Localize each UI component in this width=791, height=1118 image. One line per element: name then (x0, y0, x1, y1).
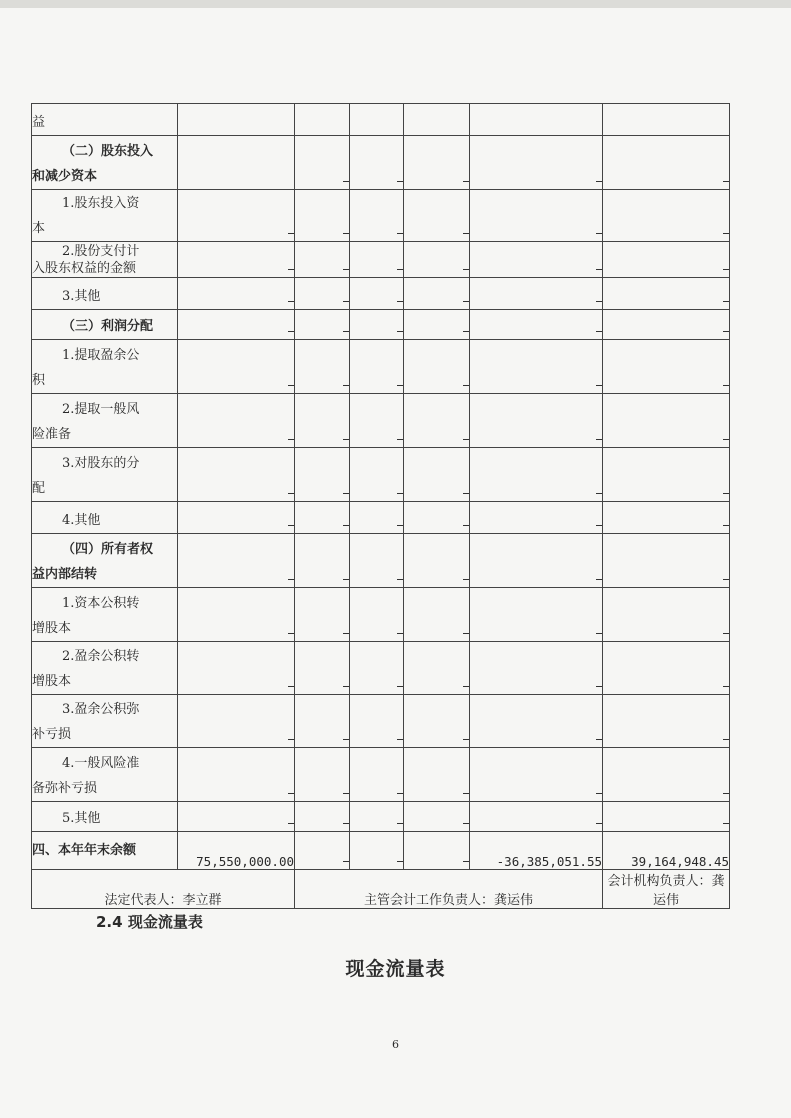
dash-mark (288, 385, 294, 386)
dash-mark (288, 269, 294, 270)
dash-mark (397, 633, 403, 634)
dash-mark (723, 331, 729, 332)
dash-mark (343, 233, 349, 234)
dash-mark (397, 301, 403, 302)
table-row (32, 534, 730, 588)
table-row (32, 695, 730, 748)
dash-mark (397, 793, 403, 794)
table-row (32, 190, 730, 242)
table-row (32, 394, 730, 448)
dash-mark (596, 525, 602, 526)
dash-mark (723, 269, 729, 270)
table-row (32, 310, 730, 340)
dash-mark (288, 686, 294, 687)
dash-mark (397, 331, 403, 332)
dash-mark (463, 233, 469, 234)
dash-mark (397, 439, 403, 440)
page-title: 现金流量表 (345, 958, 446, 980)
row-label: 1.股东投入资 本 (32, 190, 178, 242)
dash-mark (723, 793, 729, 794)
dash-mark (288, 525, 294, 526)
row-label: 4.其他 (32, 502, 178, 534)
row-label: 2.盈余公积转 增股本 (32, 642, 178, 695)
dash-mark (596, 233, 602, 234)
dash-mark (463, 331, 469, 332)
row-label: 2.提取一般风 险准备 (32, 394, 178, 448)
accounting-dept-head: 会计机构负责人：龚运伟 (603, 870, 730, 909)
dash-mark (288, 331, 294, 332)
row-label: （二）股东投入 和减少资本 (32, 136, 178, 190)
row-label: 4.一般风险准 备弥补亏损 (32, 748, 178, 802)
dash-mark (397, 269, 403, 270)
dash-mark (288, 493, 294, 494)
dash-mark (288, 301, 294, 302)
equity-changes-table (31, 103, 730, 909)
dash-mark (343, 823, 349, 824)
dash-mark (343, 331, 349, 332)
total-row (32, 832, 730, 870)
dash-mark (397, 686, 403, 687)
dash-mark (343, 861, 349, 862)
dash-mark (463, 579, 469, 580)
dash-mark (723, 579, 729, 580)
dash-mark (723, 739, 729, 740)
dash-mark (343, 385, 349, 386)
dash-mark (343, 493, 349, 494)
table-row (32, 136, 730, 190)
dash-mark (463, 525, 469, 526)
dash-mark (463, 633, 469, 634)
dash-mark (596, 439, 602, 440)
dash-mark (723, 493, 729, 494)
table-row (32, 340, 730, 394)
dash-mark (397, 823, 403, 824)
table-row (32, 278, 730, 310)
dash-mark (463, 269, 469, 270)
dash-mark (288, 793, 294, 794)
row-label: 益 (32, 104, 178, 136)
dash-mark (723, 525, 729, 526)
table-row (32, 588, 730, 642)
dash-mark (596, 385, 602, 386)
dash-mark (596, 823, 602, 824)
dash-mark (463, 301, 469, 302)
dash-mark (723, 823, 729, 824)
dash-mark (397, 233, 403, 234)
dash-mark (596, 579, 602, 580)
section-number: 2.4 (96, 913, 123, 931)
dash-mark (596, 269, 602, 270)
paid-in-capital-value: 75,550,000.00 (178, 832, 295, 870)
accounting-head: 主管会计工作负责人：龚运伟 (295, 870, 603, 909)
dash-mark (596, 181, 602, 182)
dash-mark (397, 861, 403, 862)
dash-mark (723, 439, 729, 440)
dash-mark (343, 686, 349, 687)
row-label: 3.盈余公积弥 补亏损 (32, 695, 178, 748)
dash-mark (288, 579, 294, 580)
page-number: 6 (392, 1038, 399, 1051)
dash-mark (288, 823, 294, 824)
dash-mark (397, 579, 403, 580)
dash-mark (288, 439, 294, 440)
dash-mark (596, 793, 602, 794)
total-row-label: 四、本年年末余额 (32, 832, 178, 870)
dash-mark (463, 739, 469, 740)
dash-mark (288, 233, 294, 234)
scan-top-edge (0, 0, 791, 8)
dash-mark (343, 525, 349, 526)
dash-mark (463, 385, 469, 386)
dash-mark (596, 739, 602, 740)
dash-mark (343, 793, 349, 794)
dash-mark (723, 233, 729, 234)
dash-mark (397, 181, 403, 182)
table-row (32, 802, 730, 832)
dash-mark (596, 301, 602, 302)
dash-mark (397, 493, 403, 494)
dash-mark (343, 301, 349, 302)
table-row (32, 104, 730, 136)
dash-mark (288, 739, 294, 740)
row-label: 2.股份支付计 入股东权益的金额 (32, 242, 178, 278)
dash-mark (463, 861, 469, 862)
dash-mark (596, 686, 602, 687)
row-label: 1.提取盈余公 积 (32, 340, 178, 394)
row-label: 1.资本公积转 增股本 (32, 588, 178, 642)
table-row (32, 642, 730, 695)
dash-mark (343, 739, 349, 740)
dash-mark (343, 633, 349, 634)
section-heading (96, 911, 203, 932)
signature-row (32, 870, 730, 909)
table-row (32, 242, 730, 278)
dash-mark (397, 385, 403, 386)
legal-representative: 法定代表人：李立群 (32, 870, 295, 909)
table-row (32, 502, 730, 534)
dash-mark (463, 439, 469, 440)
row-label: （三）利润分配 (32, 310, 178, 340)
dash-mark (463, 686, 469, 687)
dash-mark (596, 331, 602, 332)
total-equity-value: 39,164,948.45 (603, 832, 730, 870)
row-label: （四）所有者权 益内部结转 (32, 534, 178, 588)
row-label: 5.其他 (32, 802, 178, 832)
dash-mark (596, 633, 602, 634)
dash-mark (463, 181, 469, 182)
dash-mark (723, 301, 729, 302)
dash-mark (343, 579, 349, 580)
dash-mark (397, 525, 403, 526)
row-label: 3.其他 (32, 278, 178, 310)
dash-mark (723, 385, 729, 386)
dash-mark (596, 493, 602, 494)
dash-mark (723, 686, 729, 687)
undistributed-profit-value: -36,385,051.55 (470, 832, 603, 870)
section-title: 现金流量表 (127, 913, 203, 931)
dash-mark (343, 439, 349, 440)
dash-mark (397, 739, 403, 740)
table-row (32, 448, 730, 502)
dash-mark (343, 269, 349, 270)
row-label: 3.对股东的分 配 (32, 448, 178, 502)
dash-mark (723, 633, 729, 634)
dash-mark (463, 493, 469, 494)
dash-mark (463, 793, 469, 794)
dash-mark (288, 633, 294, 634)
dash-mark (723, 181, 729, 182)
dash-mark (463, 823, 469, 824)
table-row (32, 748, 730, 802)
dash-mark (343, 181, 349, 182)
